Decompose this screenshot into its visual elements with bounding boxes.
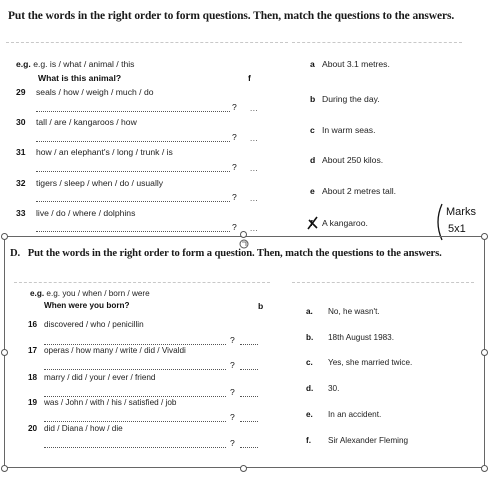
answer-text: A kangaroo. (322, 218, 368, 228)
answer-letter: f. (306, 436, 312, 445)
answer-line[interactable] (44, 421, 226, 422)
separator-line (292, 42, 462, 43)
answer-line[interactable] (44, 369, 226, 370)
answer-text: During the day. (322, 94, 380, 104)
answer-letter: e. (306, 410, 313, 419)
separator-line (6, 42, 288, 43)
section-d-heading: D. (10, 248, 21, 259)
question-number: 31 (16, 147, 26, 157)
example-prompt-text: e.g. is / what / animal / this (33, 59, 135, 69)
answer-line[interactable] (44, 344, 226, 345)
marks-label: Marks (446, 206, 476, 218)
question-number: 18 (28, 373, 38, 382)
question-prompt: was / John / with / his / satisfied / job (44, 398, 177, 407)
answer-letter: a (310, 59, 315, 69)
answer-line[interactable] (36, 231, 230, 232)
answer-text: In an accident. (328, 410, 382, 419)
example-prompt-text: e.g. you / when / born / were (46, 289, 150, 298)
match-blank[interactable]: ... (250, 134, 259, 143)
question-number: 19 (28, 398, 38, 407)
answer-line[interactable] (36, 111, 230, 112)
question-mark: ? (232, 222, 237, 232)
resize-handle[interactable] (1, 349, 8, 356)
question-number: 30 (16, 117, 26, 127)
question-prompt: live / do / where / dolphins (36, 208, 136, 218)
answer-line[interactable] (36, 201, 230, 202)
separator-line (14, 282, 270, 283)
answer-line[interactable] (36, 141, 230, 142)
match-blank[interactable]: ... (250, 164, 259, 173)
answer-letter: f (310, 218, 313, 228)
answer-letter: d (310, 155, 316, 165)
answer-letter: c (310, 125, 315, 135)
answer-text: About 2 metres tall. (322, 186, 397, 196)
question-mark: ? (230, 360, 235, 370)
question-prompt: how / an elephant's / long / trunk / is (36, 147, 173, 157)
match-blank[interactable] (240, 396, 258, 397)
question-prompt: tall / are / kangaroos / how (36, 117, 137, 127)
section-c-title: Put the words in the right order to form questions. Then, match the questions to the answers. (8, 10, 455, 22)
section-d-title (10, 248, 442, 259)
answer-text: 30. (328, 384, 340, 393)
match-blank[interactable] (240, 369, 258, 370)
question-number: 16 (28, 320, 38, 329)
example-prompt: e.g. e.g. is / what / animal / this (16, 59, 135, 69)
answer-text: 18th August 1983. (328, 333, 395, 342)
resize-handle[interactable] (481, 233, 488, 240)
answer-text: About 250 kilos. (322, 155, 384, 165)
match-blank[interactable] (240, 344, 258, 345)
resize-handle[interactable] (481, 465, 488, 472)
question-number: 17 (28, 346, 38, 355)
question-number: 29 (16, 87, 26, 97)
match-blank[interactable] (240, 447, 258, 448)
question-prompt: seals / how / weigh / much / do (36, 87, 154, 97)
example-answer-letter: b (258, 301, 264, 311)
match-blank[interactable]: ... (250, 224, 259, 233)
question-number: 20 (28, 424, 38, 433)
answer-letter: b (310, 94, 316, 104)
question-prompt: did / Diana / how / die (44, 424, 123, 433)
question-number: 33 (16, 208, 26, 218)
question-mark: ? (230, 438, 235, 448)
answer-letter: c. (306, 358, 313, 367)
answer-line[interactable] (36, 171, 230, 172)
question-number: 32 (16, 178, 26, 188)
answer-letter: b. (306, 333, 314, 342)
answer-letter: a. (306, 307, 313, 316)
resize-handle[interactable] (240, 231, 247, 238)
question-prompt: tigers / sleep / when / do / usually (36, 178, 164, 188)
question-prompt: marry / did / your / ever / friend (44, 373, 156, 382)
example-question: What is this animal? (38, 73, 122, 83)
question-mark: ? (232, 102, 237, 112)
question-prompt: discovered / who / penicillin (44, 320, 144, 329)
question-mark: ? (232, 162, 237, 172)
example-answer-letter: f (248, 73, 251, 83)
match-blank[interactable] (240, 421, 258, 422)
answer-text: Yes, she married twice. (328, 358, 413, 367)
handwritten-cross-mark (306, 216, 320, 230)
answer-text: About 3.1 metres. (322, 59, 390, 69)
answer-line[interactable] (44, 396, 226, 397)
section-d-title-text: Put the words in the right order to form a question. Then, match the questions to the answers. (27, 248, 442, 259)
question-prompt: operas / how many / write / did / Vivaldi (44, 346, 186, 355)
answer-letter: e (310, 186, 315, 196)
resize-handle[interactable] (1, 465, 8, 472)
question-mark: ? (232, 132, 237, 142)
answer-text: No, he wasn't. (328, 307, 380, 316)
separator-line (292, 282, 474, 283)
resize-handle[interactable] (240, 465, 247, 472)
question-mark: ? (232, 192, 237, 202)
match-blank[interactable]: ... (250, 104, 259, 113)
question-mark: ? (230, 335, 235, 345)
question-mark: ? (230, 387, 235, 397)
question-mark: ? (230, 412, 235, 422)
resize-handle[interactable] (481, 349, 488, 356)
answer-line[interactable] (44, 447, 226, 448)
answer-text: Sir Alexander Fleming (328, 436, 409, 445)
example-prompt: e.g. e.g. you / when / born / were (30, 289, 150, 298)
example-question: When were you born? (44, 301, 130, 310)
answer-text: In warm seas. (322, 125, 376, 135)
resize-handle[interactable] (1, 233, 8, 240)
marks-value: 5x1 (448, 223, 466, 235)
match-blank[interactable]: ... (250, 194, 259, 203)
answer-letter: d. (306, 384, 314, 393)
